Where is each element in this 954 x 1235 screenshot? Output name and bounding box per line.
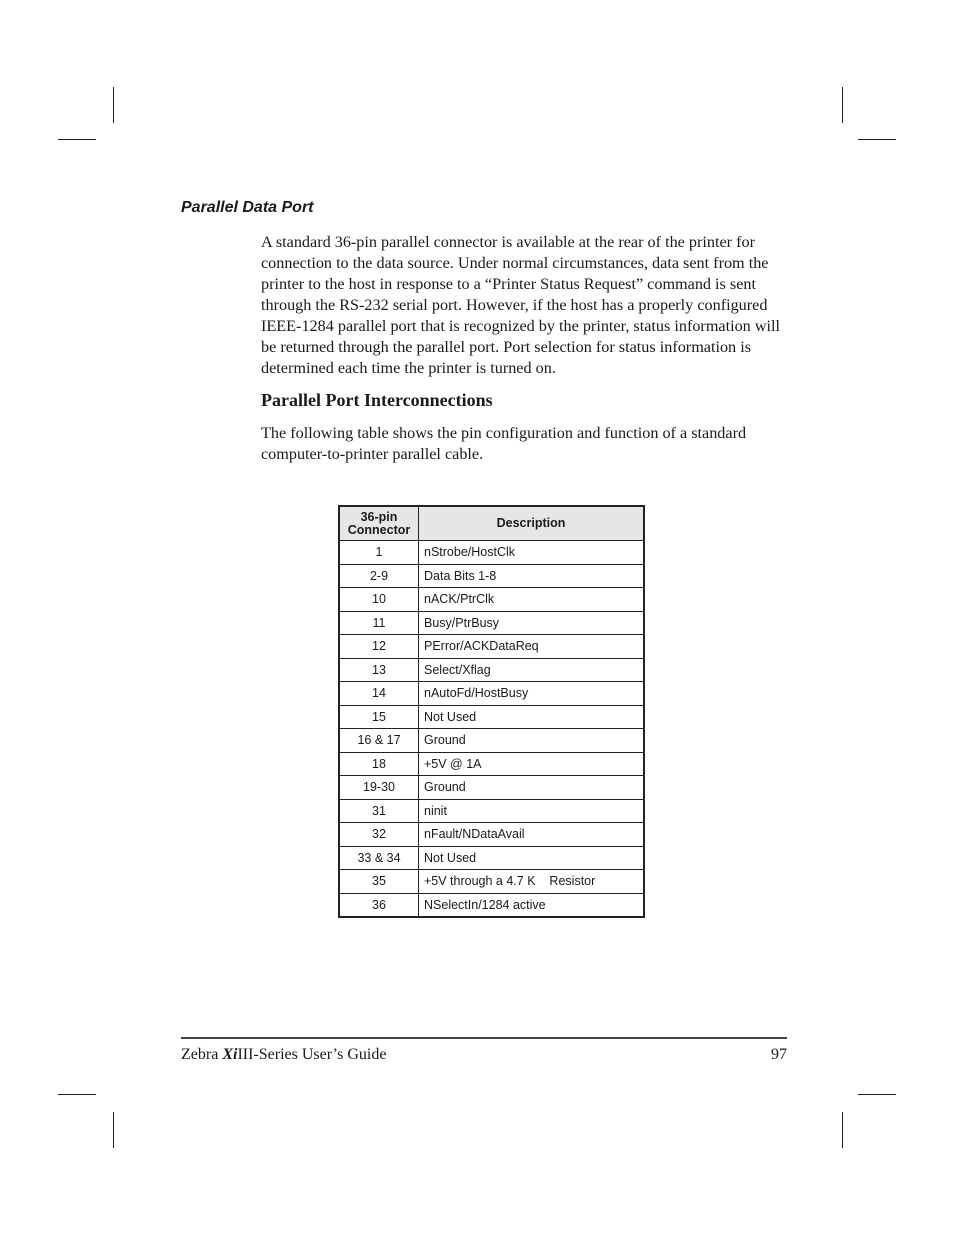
description-cell: nAutoFd/HostBusy	[419, 682, 645, 706]
pin-cell: 1	[339, 541, 419, 565]
pin-cell: 14	[339, 682, 419, 706]
pin-cell: 11	[339, 611, 419, 635]
description-cell: Not Used	[419, 846, 645, 870]
footer-prefix: Zebra	[181, 1046, 223, 1063]
table-row	[339, 823, 644, 847]
crop-mark	[58, 1094, 96, 1095]
pin-cell: 2-9	[339, 564, 419, 588]
table-row	[339, 564, 644, 588]
footer-brand: Xi	[222, 1046, 238, 1063]
crop-mark	[113, 87, 114, 123]
description-cell: Data Bits 1-8	[419, 564, 645, 588]
table-row	[339, 588, 644, 612]
crop-mark	[113, 1112, 114, 1148]
crop-mark	[58, 139, 96, 140]
description-cell: nStrobe/HostClk	[419, 541, 645, 565]
crop-mark	[842, 87, 843, 123]
table-row	[339, 611, 644, 635]
footer-rule	[181, 1037, 787, 1039]
pin-cell: 12	[339, 635, 419, 659]
table-row	[339, 705, 644, 729]
pin-cell: 13	[339, 658, 419, 682]
table-row	[339, 799, 644, 823]
description-cell: NSelectIn/1284 active	[419, 893, 645, 917]
description-cell: ninit	[419, 799, 645, 823]
table-row	[339, 541, 644, 565]
subsection-title: Parallel Port Interconnections	[261, 390, 493, 410]
pin-header-line1: 36-pin	[360, 509, 398, 524]
description-cell: Busy/PtrBusy	[419, 611, 645, 635]
description-cell: Not Used	[419, 705, 645, 729]
pin-cell: 16 & 17	[339, 729, 419, 753]
pin-column-header	[339, 506, 419, 541]
table-row	[339, 776, 644, 800]
pin-cell: 32	[339, 823, 419, 847]
pin-cell: 33 & 34	[339, 846, 419, 870]
table-row	[339, 752, 644, 776]
pin-table	[338, 505, 645, 918]
table-row	[339, 635, 644, 659]
pin-cell: 35	[339, 870, 419, 894]
pin-cell: 36	[339, 893, 419, 917]
crop-mark	[842, 1112, 843, 1148]
table-row	[339, 893, 644, 917]
description-column-header: Description	[419, 506, 645, 541]
table-row	[339, 729, 644, 753]
description-cell: +5V @ 1A	[419, 752, 645, 776]
pin-cell: 18	[339, 752, 419, 776]
crop-mark	[858, 1094, 896, 1095]
section-paragraph: A standard 36-pin parallel connector is available at the rear of the printer for connection to the data source. Under normal circumstances, data sent from the printer to the host in response to a “Printer Status Request” command is sent through the RS-232 serial port. However, if the host has a properly configured IEEE-1284 parallel port that is recognized by the printer, status information will be returned through the parallel port. Port selection for status information is determined each time the printer is turned on.	[261, 233, 781, 377]
table-row	[339, 870, 644, 894]
pin-cell: 19-30	[339, 776, 419, 800]
crop-mark	[858, 139, 896, 140]
footer-title	[181, 1046, 386, 1064]
description-cell: +5V through a 4.7 K Resistor	[419, 870, 645, 894]
description-cell: Ground	[419, 776, 645, 800]
pin-header-line2: Connector	[347, 522, 411, 537]
description-cell: Ground	[419, 729, 645, 753]
subsection-paragraph: The following table shows the pin configuration and function of a standard computer-to-printer parallel cable.	[261, 424, 747, 463]
description-cell: nACK/PtrClk	[419, 588, 645, 612]
description-cell: nFault/NDataAvail	[419, 823, 645, 847]
table-header-row	[339, 506, 644, 541]
description-cell: Select/Xflag	[419, 658, 645, 682]
pin-cell: 15	[339, 705, 419, 729]
section-title: Parallel Data Port	[181, 199, 314, 216]
table-row	[339, 846, 644, 870]
pin-cell: 31	[339, 799, 419, 823]
table-row	[339, 682, 644, 706]
description-cell: PError/ACKDataReq	[419, 635, 645, 659]
table-row	[339, 658, 644, 682]
page-number: 97	[771, 1046, 787, 1063]
footer-suffix: III-Series User’s Guide	[237, 1046, 387, 1063]
pin-cell: 10	[339, 588, 419, 612]
